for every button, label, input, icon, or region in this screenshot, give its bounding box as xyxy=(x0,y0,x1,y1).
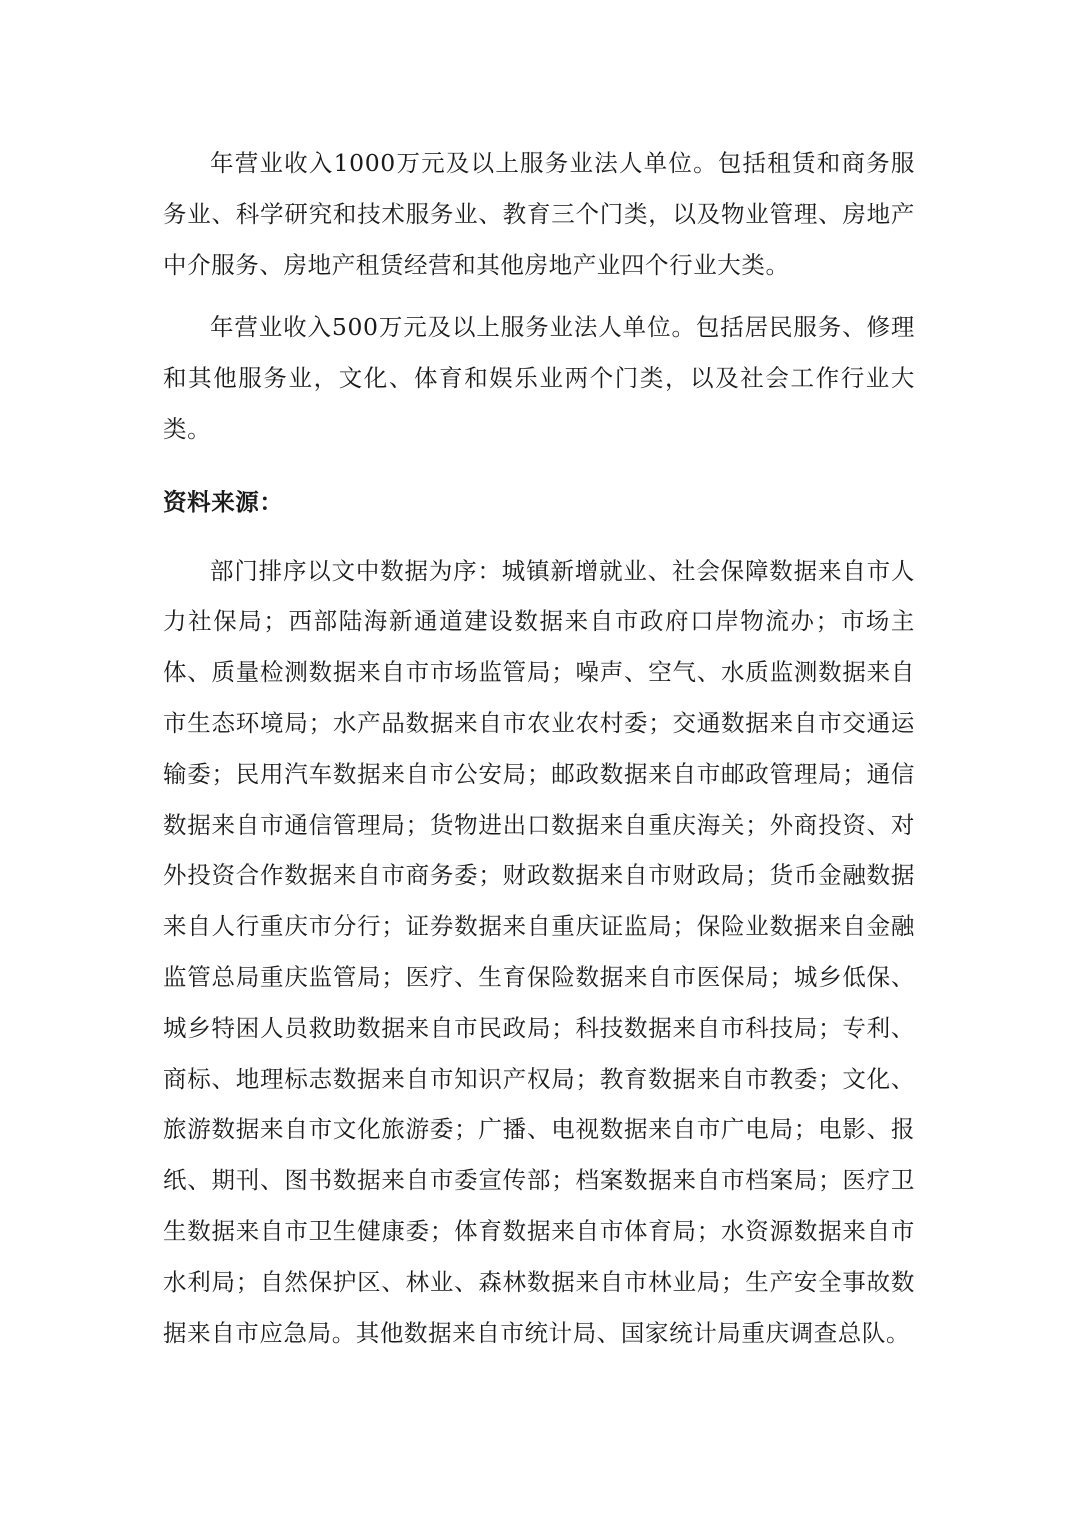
paragraph-services-500: 年营业收入500万元及以上服务业法人单位。包括居民服务、修理和其他服务业，文化、体育和娱乐业两个门类，以及社会工作行业大类。 xyxy=(163,313,915,443)
paragraph-data-sources: 部门排序以文中数据为序：城镇新增就业、社会保障数据来自市人力社保局；西部陆海新通道建设数据来自市政府口岸物流办；市场主体、质量检测数据来自市市场监管局；噪声、空气、水质监测数据来自市生态环境局；水产品数据来自市农业农村委；交通数据来自市交通运输委；民用汽车数据来自市公安局；邮政数据来自市邮政管理局；通信数据来自市通信管理局；货物进出口数据来自重庆海关；外商投资、对外投资合作数据来自市商务委；财政数据来自市财政局；货币金融数据来自人行重庆市分行；证券数据来自重庆证监局；保险业数据来自金融监管总局重庆监管局；医疗、生育保险数据来自市医保局；城乡低保、城乡特困人员救助数据来自市民政局；科技数据来自市科技局；专利、商标、地理标志数据来自市知识产权局；教育数据来自市教委；文化、旅游数据来自市文化旅游委；广播、电视数据来自市广电局；电影、报纸、期刊、图书数据来自市委宣传部；档案数据来自市档案局；医疗卫生数据来自市卫生健康委；体育数据来自市体育局；水资源数据来自市水利局；自然保护区、林业、森林数据来自市林业局；生产安全事故数据来自市应急局。其他数据来自市统计局、国家统计局重庆调查总队。 xyxy=(163,556,915,1347)
section-heading-sources: 资料来源： xyxy=(163,487,284,516)
paragraph-services-1000: 年营业收入1000万元及以上服务业法人单位。包括租赁和商务服务业、科学研究和技术服务业、教育三个门类，以及物业管理、房地产中介服务、房地产租赁经营和其他房地产业四个行业大类。 xyxy=(163,149,915,279)
document-body xyxy=(163,138,915,1358)
